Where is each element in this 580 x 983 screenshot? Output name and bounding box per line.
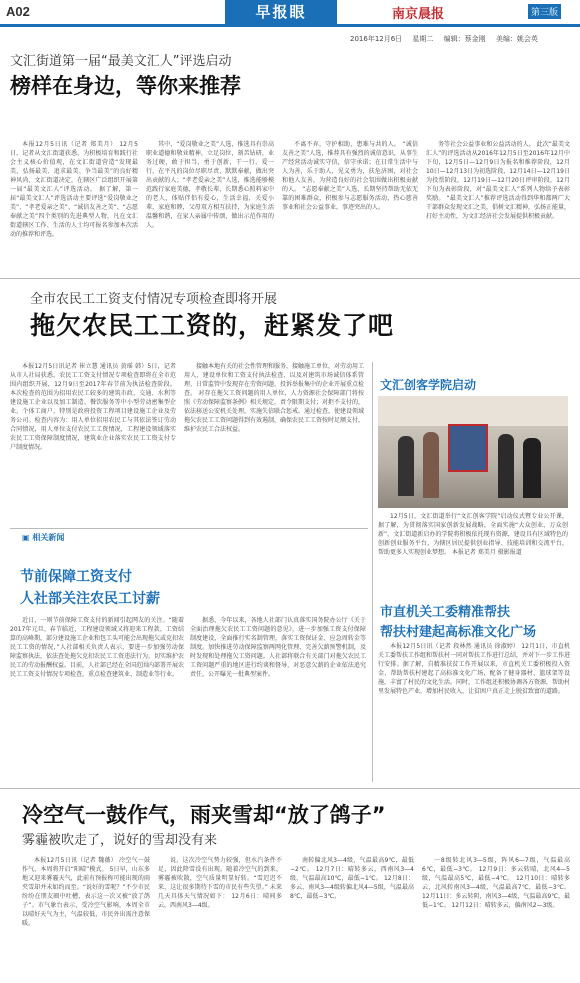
person-figure [523,438,541,498]
photo-story-title: 文汇创客学院启动 [380,378,477,392]
column-divider [372,362,373,782]
section-divider [0,278,580,279]
related-column-1: 近日，一则节前保障工资支付的新闻引起网友的关注。“随着2017年元旦、春节临近，工程建设领域又将迎来工程款、工资结算的高峰期，部分建设施工企业和包工头可能会出现拖欠或克扣农民工工资的情况，”人社部相关负责人表示，要进一步加强劳动保障监察执法，依法查处拖欠克扣农民工工资违法行为，切实维护农民工的劳动报酬权益。目前，人社部已经在全国范围内部署开展农民工工资支付情况专项检查，重点检查建筑业、制造业等行业。 [10,617,184,678]
event-photo [378,396,568,508]
dateline [350,34,546,44]
article3-body: 本报12月5日讯（记者 段林然 通讯员 徐淑婷） 12月1日，市直机关工委帮扶工作组和帮扶村一同对帮扶工作进行总结，并对下一步工作进行安排。据了解，自精准扶贫工作开展以来，市直机关工委积极投入资金，帮助帮扶村建起了高标准文化广场，配备了健身器材、篮球架等设施，丰富了村民的文化生活。同时，工作组还积极协调各方资源，帮助村里发展特色产业，增加村民收入，让贫困户真正走上脱贫致富的道路。 [378,643,570,695]
article2-headline: 拖欠农民工工资的，赶紧发了吧 [30,311,395,340]
person-figure [398,436,414,496]
unveiling-banner [448,424,488,472]
issue-weekday: 星期二 [412,35,434,43]
article1-column-3: 不离不弃，守护相助，患难与共的人。 “诚信友善之美”人选，推荐具有强烈的诚信意识，从事生产经营活动诚实守信，信守承诺；在日常生活中与人为善，乐于助人，见义勇为，扶危济困，对社会和他人友善，为营造良好的社会氛围做出积极贡献的人。 “志愿奉献之美”人选，长期坚持帮助无依无靠的困难群众，积极参与志愿服务活动，热心慈善事业和社会公益事业，事迹突出的人。 [282,141,418,211]
article3-headline-line1: 市直机关工委精准帮扶 [380,605,511,620]
designer-credit: 美编：姚会英 [495,35,538,43]
related-divider [10,528,368,529]
article1-column-2: 其中，“爱岗敬业之美”人选，推选具有崇高职业道德和敬业精神，立足岗位，刻苦钻研，业务过硬，敢于担当，勇于创新，干一行，爱一行，在平凡的岗位尽职尽责，默默奉献，做出突出贡献的人；“孝老爱亲之美”人选，推选能够模范践行家庭美德，孝敬长辈，长期悉心照料家中的老人，体贴伴侣有爱心，生活幸福，关爱小辈，家庭和睦，父母双方相互扶持，为家庭生活温馨和谐，在家人亲属中传颂，做出示范作用的人。 [146,141,274,229]
person-figure [423,432,439,498]
article2-column-1: 本报12月5日讯记者 崔立慧 通讯员 黄瑶 韩）5日，记者从市人社局获悉，农民工工资支付情况专项检查即将在全市范围内组织开展，12月9日至2017年春节前为执法检查阶段。 本次检查的范围为招用农民工较多的建筑市政、交通、水利等建设施工企业以及加工制造、餐饮服务等中小型劳动密集型企业，个体工商户，特别是政府投资工程项目建设施工企业及劳务公司。检查内容为：用人单位招用农民工与其依法签订劳动合同情况，用人单位支付农民工工资情况，工程建设领域落实农民工工资保障制度情况，建筑业企业落实农民工工资支付专户制度情况。 [10,363,176,451]
related-headline-line2: 人社部关注农民工讨薪 [20,591,160,607]
article2-column-2: 接触本地有关的社会性管理和服务，接触施工单位，对劳动用工用人、建设单位和工资支付执法检查、以及对建筑市场诚信体系管理、日常监管中发现存在劳资问题、投诉举报集中的企业开展重点检查。 对存在拖欠工资问题的用人单位，人力资源社会保障部门将按照《劳动保障监察条例》相关规定，责令限期支付；对拒不支付的，依法移送公安机关处理，实施失信联合惩戒。通过检查，使建设领域拖欠农民工工资问题得到有效遏制，确保农民工工资按时足额支付，维护农民工合法权益。 [184,363,364,433]
article1-kicker: 文汇街道第一届“最美文汇人”评选启动 [10,54,232,69]
edition-badge: 第三版 [528,4,561,19]
article4-column-2: 说，这次冷空气势力较强，但水汽条件不足，因此降雪没有出现。随着冷空气的到来，雾霾被吹散，空气质量明显好转。“雪迟迟不来，这让很多期待下雪的市民有些失望。” 未来几天具体天气情况如下： 12月6日：晴间多云，西南风3—4级。 [158,857,282,909]
related-headline-line1: 节前保障工资支付 [20,569,132,585]
article1-column-4: 务等社会公益事业和公益活动的人。 此次“最美文汇人”的评选活动从2016年12月5日至2016年12月中下旬，12月5日—12月9日为报名和推荐阶段，12月10日—12月13日为初选阶段，12月14日—12月19日为投票阶段，12月19日—12月20日评审阶段，12月下旬为表彰阶段，对“最美文汇人”系列人物给予表彰奖励。 “最美文汇人”推荐评选活动得到华和都两广大干部群众发现文汇之美，倡树文汇精神，弘扬正能量，打好主动性，为文汇经济社会发展提供积极贡献。 [426,141,570,220]
editor-credit: 编辑：蔡金刚 [443,35,486,43]
article3-headline-line2: 帮扶村建起高标准文化广场 [380,625,537,640]
article4-headline: 冷空气一鼓作气，雨夹雪却“放了鸽子” [22,803,386,827]
article2-kicker: 全市农民工工资支付情况专项检查即将开展 [30,292,278,307]
article4-column-1: 本报12月5日讯（记者 魏薇） 冷空气一鼓作气，本周将开启“阳晴”模式。 5日早，山东多地又迎来雾霾天气，此前有预报称可能出现的雨夹雪却并未如约而至。“说好的雪呢？”不少市民纷纷在朋友圈中吐槽，表示这一次又被“放了鸽子”。市气象台表示，受冷空气影响，本周全市以晴好天气为主，气温较低，市民外出需注意保暖。 [22,857,150,927]
article4-column-4: 一8级转北风3—5级，阵风6—7级，气温最高6℃，最低−3℃。 12月9日：多云转晴，北风4—5级，气温最高5℃，最低−4℃。 12月10日：晴转多云，北风转南风3—4级，气温最高7℃，最低−3℃。 12月11日：多云转阴，南风3—4级，气温最高9℃，最低−1℃。 12月12日：晴转多云，偏南风2—3级。 [422,857,570,909]
article4-kicker: 雾霾被吹走了，说好的雪却没有来 [22,833,218,848]
person-figure [498,434,514,498]
photo-caption: 12月5日，文汇街道举行“文汇创客学院”启动仪式暨专业公开课，据了解，为贯彻落实国家创新发展战略，全面实施“大众创业、万众创新”，文汇街道新启办的学院将积极依托现有资源，建设具有区域特色的创新创业服务平台，为辖区居民提供创业指导、技能培训和交流平台，帮助更多人实现创业梦想。 本报记者 郑美月 摄影报道 [378,513,568,556]
section-divider [0,788,580,789]
page-number: A02 [6,4,30,19]
issue-date: 2016年12月6日 [350,35,403,43]
newspaper-masthead: 南京晨报 [392,7,445,22]
related-column-2: 据悉，今年以来，各地人社部门认真落实国务院办公厅《关于全面治理拖欠农民工工资问题的意见》，进一步加强工资支付保障制度建设，全面推行实名制管理，落实工资保证金、应急周转金等制度。加快推进劳动保障监察两网化管理，完善欠薪预警机制，及时发现和处理拖欠工资问题。人社部将联合有关部门对拖欠农民工工资问题严重的地区进行约谈和督导，对恶意欠薪的企业依法追究责任，公开曝光一批典型案件。 [190,617,366,678]
article4-column-3: 南转偏北风3—4级，气温最高9℃，最低−2℃。 12月7日：晴转多云，西南风3—4级，气温最高10℃，最低−1℃。 12月8日：多云，南风3—4级转偏北风4—5级，气温最高8℃，最低−3℃。 [290,857,414,900]
article1-column-1: 本报12月5日讯（记者 郑美月） 12月5日，记者从文汇街道获悉，为积极培育和践行社会主义核心价值观，在文汇街道营造“发现最美、弘扬最美、追求最美、争当最美”的良好精神风尚，文汇街道决定，在辖区广泛组织开展第一届“最美文汇人”评选活动。 据了解，第一届“最美文汇人”评选活动主要评选“爱岗敬业之美”、“孝老爱亲之美”、“诚信友善之美”、“志愿奉献之美”四个类别的先进典型人物，凡在文汇街道辖区工作、生活的人士均可报名参加本次活动的推荐和评选。 [10,141,138,238]
related-news-label: ▣ 相关新闻 [22,533,65,542]
header-rule [0,24,580,27]
article1-headline: 榜样在身边，等你来推荐 [10,74,241,98]
section-title: 早报眼 [225,0,337,24]
